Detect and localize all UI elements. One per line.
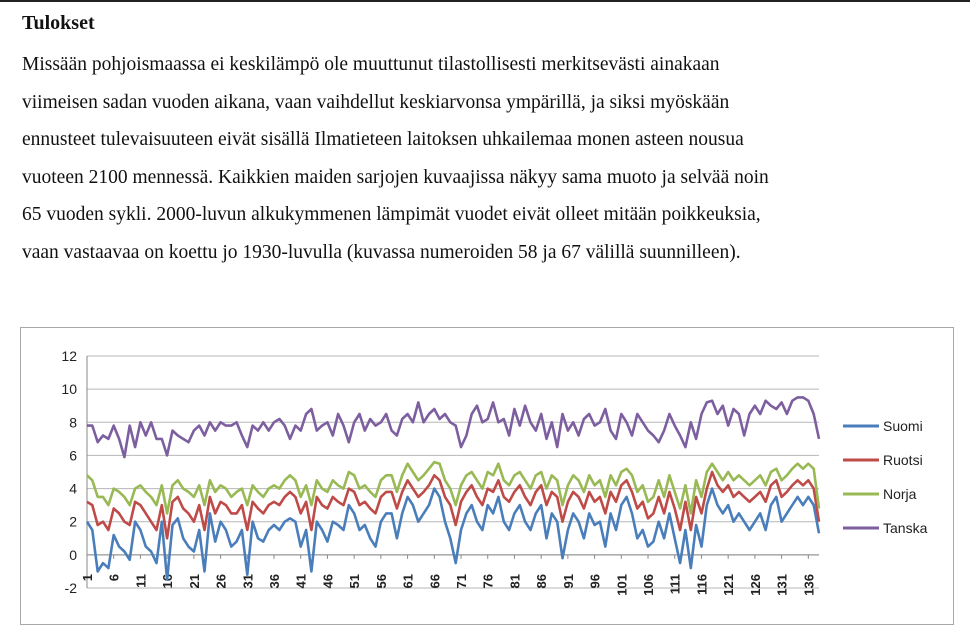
x-tick-label: 1 bbox=[80, 574, 95, 582]
x-tick-label: 66 bbox=[427, 574, 443, 589]
x-tick-label: 76 bbox=[480, 574, 496, 589]
y-tick-label: 8 bbox=[69, 414, 77, 431]
series-line-norja bbox=[87, 462, 819, 513]
x-tick-label: 121 bbox=[721, 574, 737, 596]
legend-label: Tanska bbox=[883, 520, 928, 536]
chart-frame bbox=[20, 327, 954, 625]
x-axis bbox=[80, 555, 819, 596]
x-tick-label: 11 bbox=[133, 574, 149, 588]
paragraph-line: 65 vuoden sykli. 2000-luvun alkukymmenen lämpimät vuodet eivät olleet mitään poikkeuksia, bbox=[22, 204, 761, 225]
x-tick-label: 71 bbox=[454, 574, 470, 589]
legend-label: Suomi bbox=[883, 418, 923, 434]
x-tick-label: 86 bbox=[534, 574, 550, 589]
y-tick-label: 10 bbox=[61, 381, 77, 398]
section-heading: Tulokset bbox=[22, 12, 95, 34]
y-tick-label: 0 bbox=[69, 546, 77, 563]
x-tick-label: 131 bbox=[774, 574, 790, 596]
x-tick-label: 21 bbox=[186, 574, 202, 589]
x-tick-label: 91 bbox=[560, 574, 576, 589]
body-paragraph bbox=[22, 52, 952, 277]
y-tick-label: 6 bbox=[69, 447, 77, 464]
paragraph-line: Missään pohjoismaassa ei keskilämpö ole muuttunut tilastollisesti merkitsevästi ainakaan bbox=[22, 54, 720, 75]
x-tick-label: 81 bbox=[507, 574, 523, 589]
y-tick-label: 4 bbox=[69, 480, 77, 497]
x-tick-label: 56 bbox=[373, 574, 389, 589]
legend-label: Ruotsi bbox=[883, 452, 923, 468]
x-tick-label: 106 bbox=[641, 574, 657, 596]
x-tick-label: 26 bbox=[213, 574, 229, 589]
legend-label: Norja bbox=[883, 486, 917, 502]
paragraph-line: vuoteen 2100 mennessä. Kaikkien maiden sarjojen kuvaajissa näkyy sama muoto ja selvää noin bbox=[22, 166, 769, 188]
series-line-ruotsi bbox=[87, 472, 819, 538]
series-line-tanska bbox=[87, 397, 819, 457]
y-axis bbox=[61, 348, 87, 596]
x-tick-label: 41 bbox=[293, 574, 309, 589]
x-tick-label: 31 bbox=[240, 574, 256, 589]
x-tick-label: 101 bbox=[614, 574, 630, 596]
x-tick-label: 46 bbox=[320, 574, 336, 589]
y-tick-label: 12 bbox=[61, 348, 77, 364]
paragraph-line: vaan vastaavaa on koettu jo 1930-luvulla (kuvassa numeroiden 58 ja 67 välillä suunnilleen). bbox=[22, 241, 741, 263]
paragraph-line: ennusteet tulevaisuuteen eivät sisällä Ilmatieteen laitoksen uhkailemaa monen asteen nousua bbox=[22, 129, 744, 150]
x-tick-label: 16 bbox=[160, 574, 176, 589]
x-tick-label: 96 bbox=[587, 574, 603, 589]
x-tick-label: 126 bbox=[747, 574, 763, 596]
y-tick-label: 2 bbox=[69, 513, 77, 530]
x-tick-label: 111 bbox=[667, 574, 683, 595]
x-tick-label: 136 bbox=[801, 574, 817, 596]
x-tick-label: 6 bbox=[106, 574, 122, 582]
x-tick-label: 61 bbox=[400, 574, 416, 589]
x-tick-label: 51 bbox=[347, 574, 363, 589]
y-tick-label: -2 bbox=[64, 580, 77, 596]
x-tick-label: 116 bbox=[694, 574, 710, 595]
chart-legend bbox=[843, 418, 928, 536]
series-line-suomi bbox=[87, 489, 819, 580]
x-tick-label: 36 bbox=[267, 574, 283, 589]
top-border bbox=[0, 0, 970, 2]
line-chart bbox=[21, 328, 953, 624]
paragraph-line: viimeisen sadan vuoden aikana, vaan vaihdellut keskiarvonsa ympärillä, ja siksi myöskään bbox=[22, 91, 730, 113]
